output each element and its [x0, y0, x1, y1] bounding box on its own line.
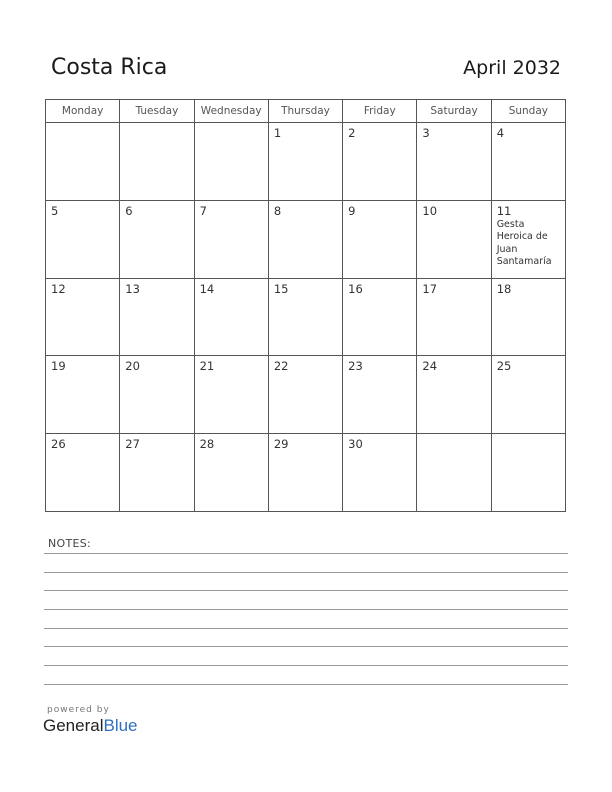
- day-cell: [268, 434, 342, 512]
- day-number: [46, 123, 119, 126]
- powered-by-text: powered by: [47, 705, 110, 715]
- day-cell: [46, 278, 120, 356]
- day-cell: [268, 200, 342, 278]
- week-row: [46, 434, 566, 512]
- day-cell: [194, 356, 268, 434]
- day-number: [195, 123, 268, 126]
- day-number: 19: [51, 359, 66, 374]
- brand-general-text: General: [43, 716, 104, 735]
- day-number: 13: [125, 281, 140, 296]
- day-cell: [194, 123, 268, 201]
- day-number: 28: [199, 437, 215, 452]
- day-cell: [194, 200, 268, 278]
- day-cell: [46, 356, 120, 434]
- notes-line: [44, 553, 568, 554]
- weekday-header-row: [46, 100, 566, 123]
- day-cell: [343, 434, 417, 512]
- weekday-monday: Monday: [46, 100, 120, 123]
- calendar-month-year: April 2032: [463, 57, 561, 79]
- calendar-country-title: Costa Rica: [51, 55, 168, 80]
- day-number: 8: [273, 203, 282, 218]
- day-number: 25: [496, 359, 512, 374]
- day-cell: [120, 123, 194, 201]
- day-number: 4: [496, 126, 505, 140]
- day-cell: [343, 278, 417, 356]
- day-number: 11: [496, 203, 512, 218]
- holiday-label: Gesta Heroica de Juan Santamaría: [496, 218, 552, 268]
- day-cell: [194, 434, 268, 512]
- calendar-grid: [45, 99, 566, 512]
- day-cell: [491, 123, 565, 201]
- day-number: 1: [273, 126, 282, 140]
- day-number: 7: [199, 203, 207, 218]
- day-cell: [268, 356, 342, 434]
- day-cell: [491, 434, 565, 512]
- weekday-saturday: Saturday: [417, 100, 491, 123]
- day-cell: [268, 123, 342, 201]
- day-number: 29: [273, 437, 289, 452]
- notes-line: [44, 684, 568, 685]
- day-number: [417, 434, 490, 437]
- notes-line: [44, 590, 568, 591]
- day-number: 23: [348, 359, 363, 374]
- day-number: 3: [422, 126, 430, 140]
- day-cell: [343, 123, 417, 201]
- generalblue-logo: [43, 716, 138, 736]
- day-cell: [268, 278, 342, 356]
- weekday-thursday: Thursday: [268, 100, 342, 123]
- day-cell: [120, 434, 194, 512]
- week-row: [46, 123, 566, 201]
- weekday-wednesday: Wednesday: [194, 100, 268, 123]
- week-row: [46, 278, 566, 356]
- day-number: 9: [348, 203, 356, 218]
- day-cell: [417, 200, 491, 278]
- brand-blue-text: Blue: [103, 716, 138, 735]
- notes-line: [44, 628, 568, 629]
- day-number: 21: [199, 359, 215, 374]
- notes-line: [44, 665, 568, 666]
- week-row: [46, 200, 566, 278]
- day-number: 15: [273, 281, 289, 296]
- day-number: 18: [496, 281, 512, 296]
- day-number: 30: [348, 437, 363, 452]
- day-cell: [417, 278, 491, 356]
- day-cell: [46, 434, 120, 512]
- day-cell: [120, 356, 194, 434]
- day-number: 12: [51, 281, 66, 296]
- weekday-tuesday: Tuesday: [120, 100, 194, 123]
- day-cell: [491, 356, 565, 434]
- day-cell: [46, 123, 120, 201]
- day-number: [120, 123, 193, 126]
- day-cell-holiday: [491, 200, 565, 278]
- day-number: 10: [422, 203, 438, 218]
- day-cell: [491, 278, 565, 356]
- day-number: 26: [51, 437, 66, 452]
- day-cell: [194, 278, 268, 356]
- day-cell: [46, 200, 120, 278]
- notes-line: [44, 609, 568, 610]
- day-number: 14: [199, 281, 215, 296]
- day-number: 17: [422, 281, 438, 296]
- weekday-sunday: Sunday: [491, 100, 565, 123]
- day-number: 2: [348, 126, 356, 140]
- day-number: [492, 434, 565, 437]
- day-cell: [120, 200, 194, 278]
- day-cell: [417, 356, 491, 434]
- day-number: 16: [348, 281, 363, 296]
- day-cell: [120, 278, 194, 356]
- day-number: 6: [125, 203, 133, 218]
- week-row: [46, 356, 566, 434]
- day-number: 5: [51, 203, 59, 218]
- day-cell: [343, 200, 417, 278]
- day-number: 24: [422, 359, 438, 374]
- day-number: 27: [125, 437, 140, 452]
- day-cell: [417, 123, 491, 201]
- day-cell: [417, 434, 491, 512]
- day-number: 22: [273, 359, 289, 374]
- weekday-friday: Friday: [343, 100, 417, 123]
- notes-line: [44, 646, 568, 647]
- notes-label: NOTES:: [48, 537, 92, 550]
- day-cell: [343, 356, 417, 434]
- day-number: 20: [125, 359, 140, 374]
- notes-line: [44, 572, 568, 573]
